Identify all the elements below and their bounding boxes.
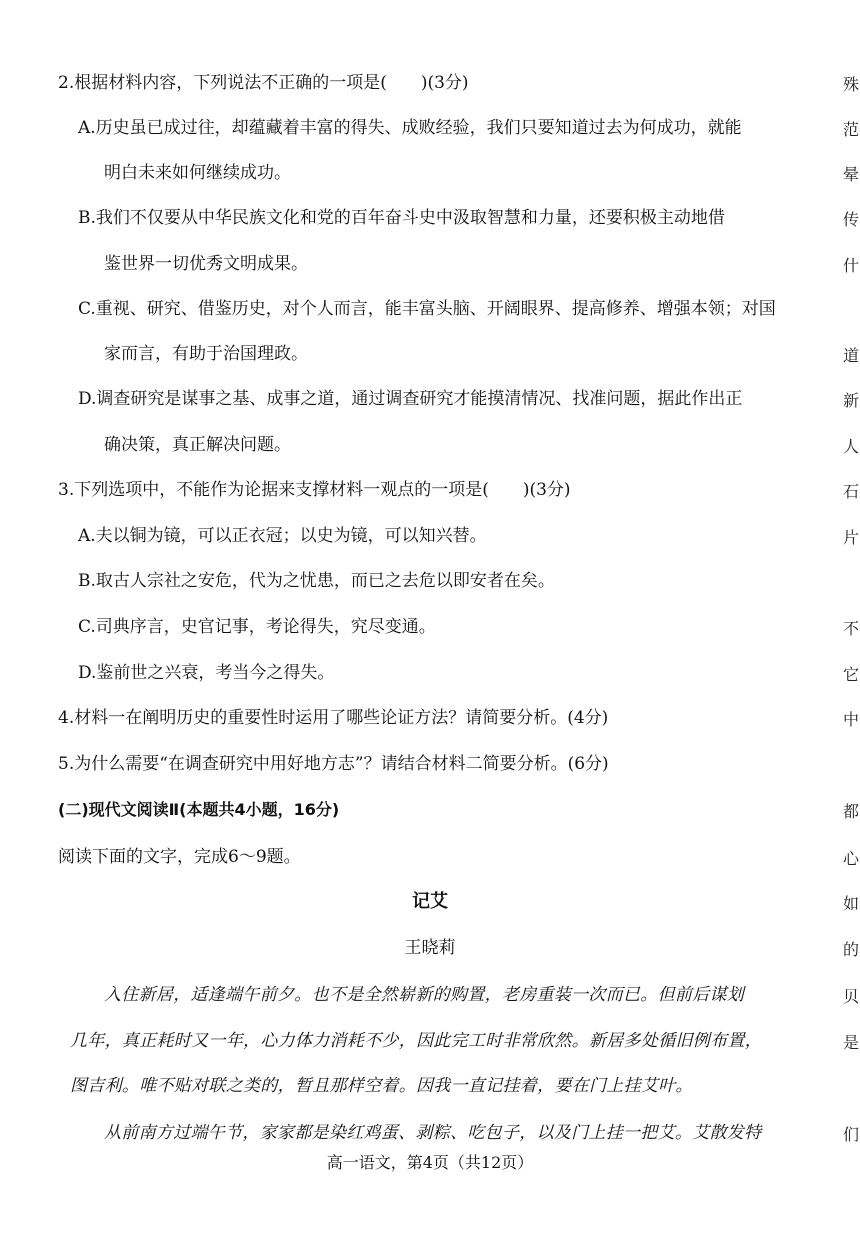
edge-char: 殊	[843, 75, 860, 94]
question-3-option-c: C.司典序言，史官记事，考论得失，究尽变通。	[78, 617, 436, 637]
question-2-option-b: B.我们不仅要从中华民族文化和党的百年奋斗史中汲取智慧和力量，还要积极主动地借	[78, 208, 725, 228]
edge-char: 们	[843, 1125, 860, 1144]
edge-char: 贝	[843, 987, 860, 1006]
edge-char: 如	[843, 894, 860, 913]
article-author: 王晓莉	[404, 938, 456, 958]
edge-char: 道	[843, 346, 860, 365]
edge-char: 中	[843, 710, 860, 729]
question-2-stem: 2.根据材料内容，下列说法不正确的一项是( )(3分)	[58, 73, 469, 93]
edge-char: 晕	[843, 165, 860, 184]
edge-char: 片	[843, 528, 860, 547]
edge-char: 的	[843, 940, 860, 959]
question-3-option-b: B.取古人宗社之安危，代为之忧患，而已之去危以即安者在矣。	[78, 571, 555, 591]
question-2-option-a-cont: 明白未来如何继续成功。	[104, 163, 291, 183]
edge-char: 是	[843, 1033, 860, 1052]
question-2-option-d-cont: 确决策，真正解决问题。	[104, 435, 291, 455]
article-paragraph-1-line-1: 入住新居，适逢端午前夕。也不是全然崭新的购置，老房重装一次而已。但前后谋划	[104, 985, 745, 1005]
edge-char: 什	[843, 256, 860, 275]
article-paragraph-1-line-2: 几年，真正耗时又一年，心力体力消耗不少，因此完工时非常欣然。新居多处循旧例布置，	[70, 1031, 762, 1051]
edge-char: 不	[843, 619, 860, 638]
question-5: 5.为什么需要“在调查研究中用好地方志”？请结合材料二简要分析。(6分)	[58, 754, 609, 774]
page-footer: 高一语文，第4页（共12页）	[326, 1153, 534, 1172]
article-paragraph-1-line-3: 图吉利。唯不贴对联之类的，暂且那样空着。因我一直记挂着，要在门上挂艾叶。	[70, 1076, 693, 1096]
section-heading: (二)现代文阅读Ⅱ(本题共4小题，16分)	[58, 800, 340, 819]
edge-char: 心	[843, 849, 860, 868]
question-2-option-c: C.重视、研究、借鉴历史，对个人而言，能丰富头脑、开阔眼界、提高修养、增强本领；对国	[78, 299, 776, 319]
edge-char: 新	[843, 391, 860, 410]
question-3-stem: 3.下列选项中，不能作为论据来支撑材料一观点的一项是( )(3分)	[58, 480, 571, 500]
article-title: 记艾	[412, 891, 448, 912]
question-3-option-a: A.夫以铜为镜，可以正衣冠；以史为镜，可以知兴替。	[78, 526, 487, 546]
question-4: 4.材料一在阐明历史的重要性时运用了哪些论证方法？请简要分析。(4分)	[58, 708, 609, 728]
edge-char: 传	[843, 210, 860, 229]
question-2-option-c-cont: 家而言，有助于治国理政。	[104, 344, 308, 364]
question-2-option-d: D.调查研究是谋事之基、成事之道，通过调查研究才能摸清情况、找准问题，据此作出正	[78, 389, 743, 409]
edge-char: 都	[843, 802, 860, 821]
edge-char: 它	[843, 665, 860, 684]
section-instruction: 阅读下面的文字，完成6～9题。	[58, 847, 301, 867]
edge-char: 石	[843, 482, 860, 501]
edge-char: 范	[843, 120, 860, 139]
question-2-option-a: A.历史虽已成过往，却蕴藏着丰富的得失、成败经验，我们只要知道过去为何成功，就能	[78, 118, 742, 138]
question-2-option-b-cont: 鉴世界一切优秀文明成果。	[104, 254, 308, 274]
question-3-option-d: D.鉴前世之兴衰，考当今之得失。	[78, 663, 335, 683]
article-paragraph-2-line-1: 从前南方过端午节，家家都是染红鸡蛋、剥粽、吃包子，以及门上挂一把艾。艾散发特	[104, 1123, 762, 1143]
edge-char: 人	[843, 437, 860, 456]
